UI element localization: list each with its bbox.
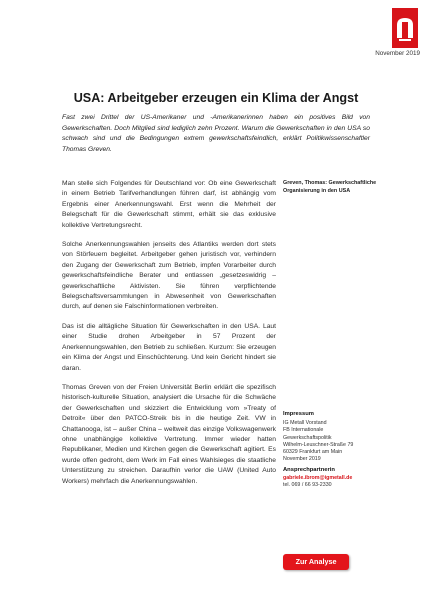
body-paragraph: Man stelle sich Folgendes für Deutschland vor: Ob eine Gewerkschaft in einem Betrieb Tarifverhandlungen führen darf, ist abhängig vom Ergebnis einer Anerkennungswahl. Erst wenn die Mehrheit der Belegschaft für die Gewerkschaft stimmt, erhält sie das exklusive kollektive Vertretungsrecht.: [62, 180, 276, 229]
ig-metall-logo: [392, 8, 418, 48]
article-body: [62, 179, 276, 496]
impressum-line: IG Metall Vorstand: [283, 420, 327, 427]
contact-email-link[interactable]: gabriele.ibrom@igmetall.de: [283, 474, 353, 481]
publication-date: November 2019: [375, 50, 420, 57]
article-lead: Fast zwei Drittel der US-Amerikaner und -Amerikanerinnen haben ein positives Bild von Gewerkschaften. Doch Mitglied sind lediglich zehn Prozent. Warum die Gewerkschaften in den USA so schwach sind und die Bedingungen extrem gewerkschaftsfeindlich, erklärt Politikwissenschaftler Thomas Greven.: [62, 114, 370, 153]
impressum-line: November 2019: [283, 456, 321, 463]
contact-heading: Ansprechpartnerin: [283, 467, 335, 474]
to-analysis-button[interactable]: Zur Analyse: [283, 554, 349, 570]
body-paragraph: Thomas Greven von der Freien Universität Berlin erklärt die spezifisch historisch-kulturelle Situation, analysiert die Ursache für die Schwäche der Gewerkschaften und skizziert die Entwicklung vom »Treaty of Detroit« über den PATCO-Streik bis in die heutige Zeit. VW in Chattanooga, ist – außer China – weltweit das einzige Volkswagenwerk ohne unabhängige kollektive Vertretung. Immer wieder hatten Republikaner, Medien und Kirchen gegen die Gewerkschaft agitiert. Es wurde offen gedroht, dem Werk im Fall eines Wahlsieges die staatliche Unterstützung zu streichen. Daraufhin verlor die UAW (United Auto Workers) mehrfach die Anerkennungswahlen.: [62, 383, 276, 485]
impressum-line: Wilhelm-Leuschner-Straße 79: [283, 441, 354, 448]
contact-phone: tel. 069 / 66 93-2330: [283, 481, 332, 488]
impressum-line: Gewerkschaftspolitik: [283, 434, 332, 441]
impressum-line: FB Internationale: [283, 427, 324, 434]
body-paragraph: Das ist die alltägliche Situation für Gewerkschaften in den USA. Laut einer Studie drohen Arbeitgeber in 57 Prozent der Anerkennungswahlen, den Betrieb zu schließen. Kurzum: Sie erzeugen ein Klima der Angst und Einschüchterung. Und kein Gericht hindert sie daran.: [62, 322, 276, 372]
impressum-line: 60329 Frankfurt am Main: [283, 449, 343, 456]
impressum: [283, 411, 383, 489]
author-reference: Greven, Thomas: Gewerkschaftliche Organisierung in den USA: [283, 180, 377, 194]
article-title: USA: Arbeitgeber erzeugen ein Klima der Angst: [73, 91, 359, 105]
body-paragraph: Solche Anerkennungswahlen jenseits des Atlantiks werden dort stets von Störfeuern begleitet. Arbeitgeber gehen juristisch vor, verhindern den Zugang der Gewerkschaft zum Betrieb, impfen Vorarbeiter durch gewerkschaftsfeindliche Berater und entlassen „gesetzeswidrig – gewerkschaftliche Aktivisten. Sie führen verpflichtende Belegschaftsversammlungen in Abwesenheit von Gewerkschaften durch, auf denen sie Falschinformationen verbreiten.: [62, 241, 276, 311]
impressum-heading: Impressum: [283, 411, 314, 417]
